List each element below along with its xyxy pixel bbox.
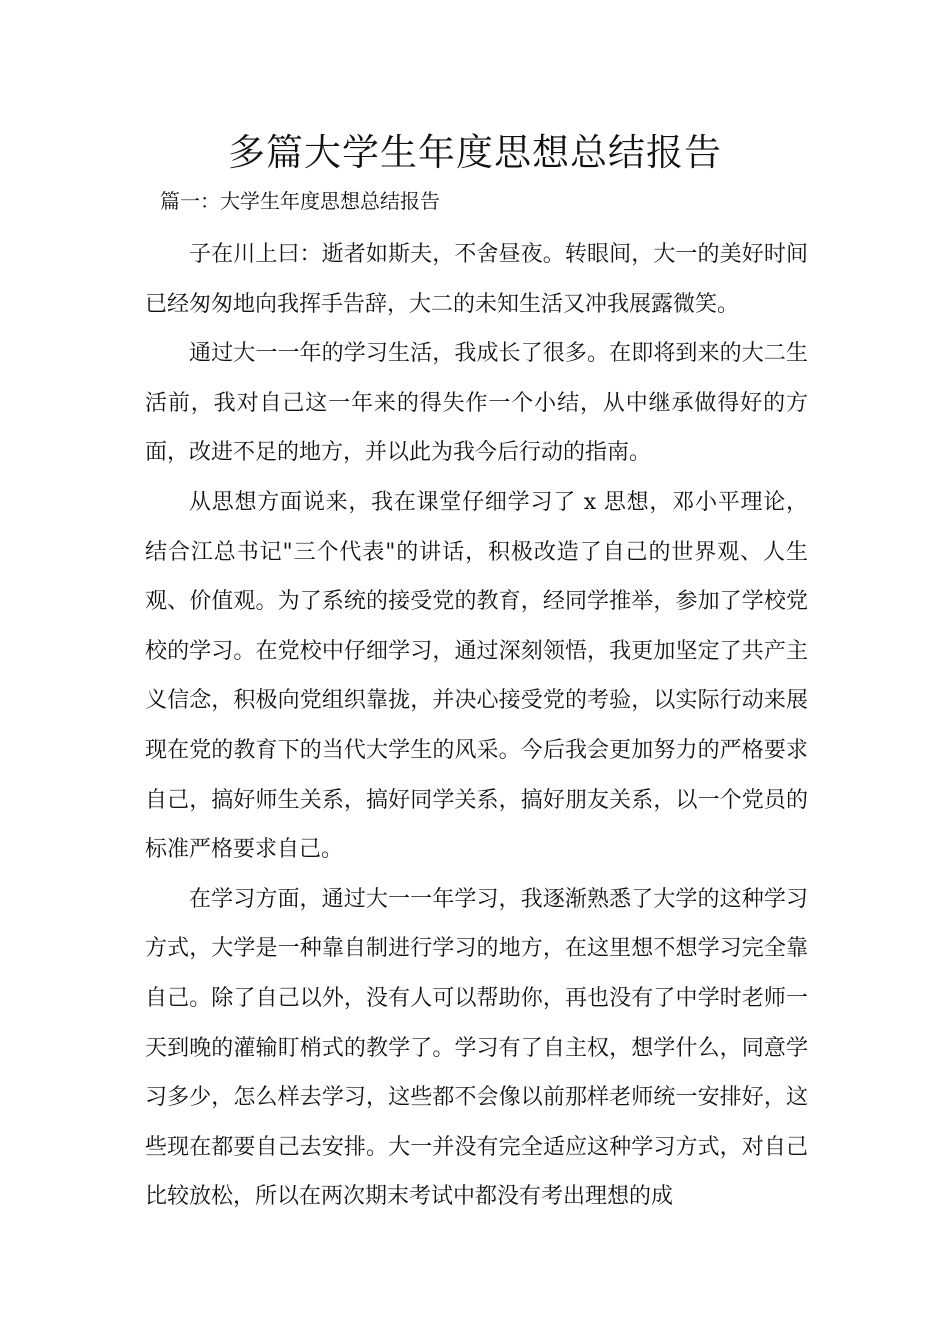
section-heading: 篇一：大学生年度思想总结报告: [160, 189, 440, 213]
paragraph: 通过大一一年的学习生活，我成长了很多。在即将到来的大二生活前，我对自己这一年来的得失作一个小结，从中继承做得好的方面，改进不足的地方，并以此为我今后行动的指南。: [145, 341, 808, 466]
paragraph: 从思想方面说来，我在课堂仔细学习了 x 思想，邓小平理论，结合江总书记"三个代表"的讲话，积极改造了自己的世界观、人生观、价值观。为了系统的接受党的教育，经同学推举，参加了学校党校的学习。在党校中仔细学习，通过深刻领悟，我更加坚定了共产主义信念，积极向党组织靠拢，并决心接受党的考验，以实际行动来展现在党的教育下的当代大学生的风采。今后我会更加努力的严格要求自己，搞好师生关系，搞好同学关系，搞好朋友关系，以一个党员的标准严格要求自己。: [145, 489, 808, 863]
paragraph: 子在川上曰：逝者如斯夫，不舍昼夜。转眼间，大一的美好时间已经匆匆地向我挥手告辞，大二的未知生活又冲我展露微笑。: [145, 242, 808, 317]
body-text: [145, 230, 808, 1222]
document-title: 多篇大学生年度思想总结报告: [228, 131, 722, 174]
paragraph: 在学习方面，通过大一一年学习，我逐渐熟悉了大学的这种学习方式，大学是一种靠自制进行学习的地方，在这里想不想学习完全靠自己。除了自己以外，没有人可以帮助你，再也没有了中学时老师一天到晚的灌输盯梢式的教学了。学习有了自主权，想学什么，同意学习多少，怎么样去学习，这些都不会像以前那样老师统一安排好，这些现在都要自己去安排。大一并没有完全适应这种学习方式，对自己比较放松，所以在两次期末考试中都没有考出理想的成: [145, 886, 808, 1210]
